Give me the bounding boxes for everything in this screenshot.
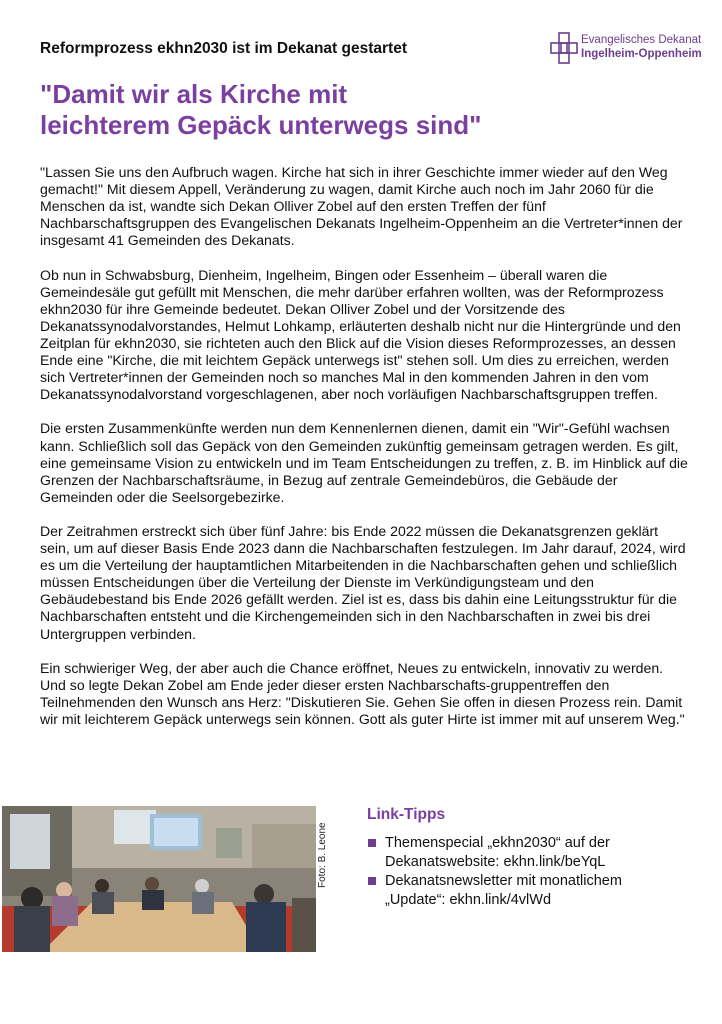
square-bullet-icon: [368, 839, 376, 847]
logo-line-1: Evangelisches Dekanat: [581, 34, 702, 46]
headline-line-1: "Damit wir als Kirche mit: [40, 79, 348, 109]
link-tip-line: Dekanatsnewsletter mit monatlichem: [385, 873, 622, 889]
dekanat-logo: [549, 29, 702, 67]
article-paragraph: "Lassen Sie uns den Aufbruch wagen. Kirche hat sich in ihrer Geschichte immer wieder auf den Weg gemacht!" Mit diesem Appell, Veränderung zu wagen, damit Kirche auch noch im Jahr 2060 für die Menschen da ist, wandte sich Dekan Olliver Zobel auf den ersten Treffen der fünf Nachbarschaftsgruppen des Evangelischen Dekanats Ingelheim-Oppenheim an die Vertreter*innen der insgesamt 41 Gemeinden des Dekanats.: [40, 164, 683, 249]
photo-credit: Foto: B. Leone: [317, 822, 328, 888]
article-paragraph: Der Zeitrahmen erstreckt sich über fünf Jahre: bis Ende 2022 müssen die Dekanatsgrenzen geklärt sein, um auf dieser Basis Ende 2023 dann die Nachbarschaften festzulegen. Im Jahr darauf, 2024, wird es um die Verteilung der hauptamtlichen Mitarbeitenden in die Nachbarschaften gehen und schließlich müssen Entscheidungen über die Verteilung der Dienste im Verkündigungsteam und den Gebäudebestand bis Ende 2026 gefällt werden. Ziel ist es, dass bis dahin eine Leitungsstruktur für die Nachbarschaften entsteht und die Kirchengemeinden sich in den Nachbarschaften in zwei bis drei Untergruppen verbinden.: [40, 522, 686, 642]
article-paragraph: Ein schwieriger Weg, der aber auch die Chance eröffnet, Neues zu entwickeln, innovativ zu werden. Und so legte Dekan Zobel am Ende jeder dieser ersten Nachbarschafts-gruppentreffen den Teilnehmenden den Wunsch ans Herz: "Diskutieren Sie. Gehen Sie offen in diesen Prozess rein. Damit wir mit leichterem Gepäck unterwegs sein können. Gott als guter Hirte ist immer mit auf unserem Weg.": [40, 659, 685, 727]
kicker-line: Reformprozess ekhn2030 ist im Dekanat gestartet: [40, 40, 407, 57]
square-bullet-icon: [368, 877, 376, 885]
logo-text: [581, 33, 702, 61]
link-tips-title: Link-Tipps: [367, 806, 446, 823]
link-tip-line: Dekanatswebsite: ekhn.link/beYqL: [385, 854, 606, 870]
link-tip-item[interactable]: [367, 872, 697, 910]
cross-logo-icon: [549, 31, 579, 65]
article-paragraph: Die ersten Zusammenkünfte werden nun dem Kennenlernen dienen, damit ein "Wir"-Gefühl wachsen kann. Schließlich soll das Gepäck von den Gemeinden zukünftig gemeinsam getragen werden. Es gilt, eine gemeinsame Vision zu entwickeln und im Team Entscheidungen zu treffen, z. B. im Hinblick auf die Grenzen der Nachbarschaftsräume, in Bezug auf zentrale Gemeindebüros, die Gebäude der Gemeinden oder die Seelsorgebezirke.: [40, 420, 688, 505]
meeting-photo-illustration: [2, 806, 316, 952]
link-tips: [367, 806, 697, 910]
link-tip-line: Themenspecial „ekhn2030“ auf der: [385, 835, 610, 851]
headline: [40, 79, 481, 141]
logo-line-2: Ingelheim-Oppenheim: [581, 48, 702, 60]
headline-line-2: leichterem Gepäck unterwegs sind": [40, 110, 482, 140]
link-tip-line: „Update“: ekhn.link/4vlWd: [385, 892, 552, 908]
meeting-photo: [2, 806, 316, 952]
article-body: [40, 164, 688, 745]
link-tip-item[interactable]: [367, 834, 697, 872]
article-paragraph: Ob nun in Schwabsburg, Dienheim, Ingelheim, Bingen oder Essenheim – überall waren die Gemeindesäle gut gefüllt mit Menschen, die mehr darüber erfahren wollten, was der Reformprozess ekhn2030 für ihre Gemeinde bedeutet. Dekan Olliver Zobel und der Vorsitzende des Dekanatssynodalvorstandes, Helmut Lohkamp, erläuterten deshalb nicht nur die Hintergründe und den Zeitplan für ekhn2030, sie richteten auch den Blick auf die Vision dieses Reformprozesses, an dessen Ende eine "Kirche, die mit leichtem Gepäck unterwegs ist" stehen soll. Um dies zu erreichen, werden sich Vertreter*innen der Gemeinden noch so manches Mal in den kommenden Jahren in den vom Dekanatssynodalvorstand vorgeschlagenen, aber noch vorläufigen Nachbarschaftsgruppen treffen.: [40, 266, 681, 403]
